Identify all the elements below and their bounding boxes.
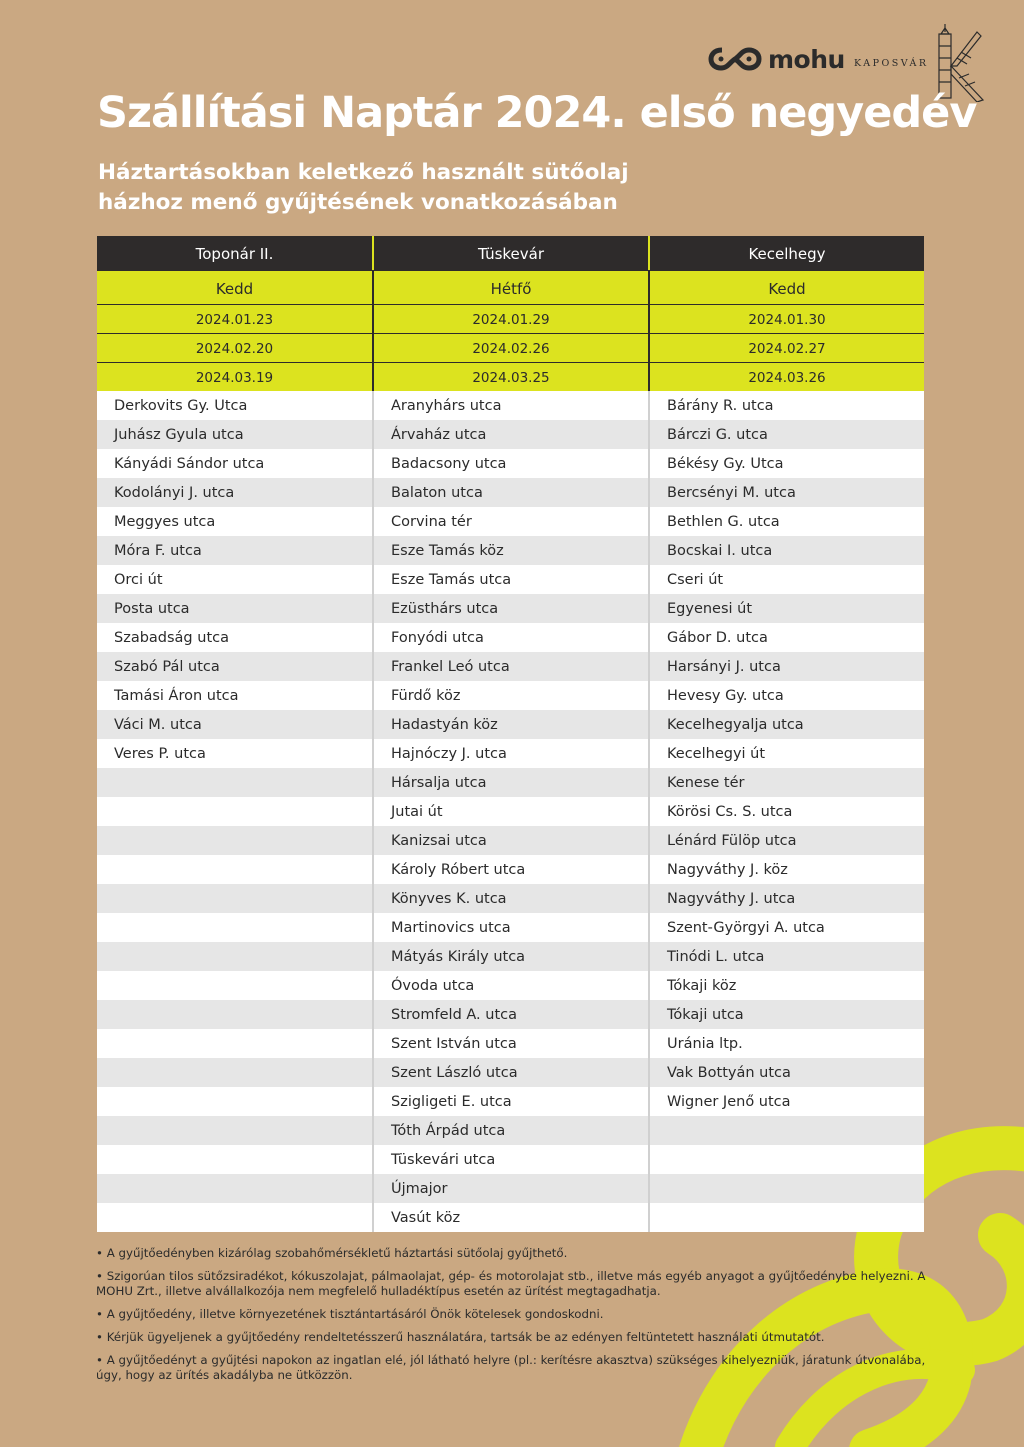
street-cell: Bocskai I. utca — [648, 536, 924, 565]
street-cell: Bethlen G. utca — [648, 507, 924, 536]
collection-day: Kedd — [648, 270, 924, 304]
street-cell: Ezüsthárs utca — [372, 594, 648, 623]
collection-date: 2024.02.26 — [372, 333, 648, 362]
street-cell: Hadastyán köz — [372, 710, 648, 739]
street-cell: Nagyváthy J. utca — [648, 884, 924, 913]
street-cell: Kecelhegyi út — [648, 739, 924, 768]
street-cell: Újmajor — [372, 1174, 648, 1203]
street-cell: Mátyás Király utca — [372, 942, 648, 971]
empty-street-cell — [97, 971, 372, 1000]
street-cell: Orci út — [97, 565, 372, 594]
street-cell: Bárczi G. utca — [648, 420, 924, 449]
empty-street-cell — [97, 1174, 372, 1203]
empty-street-cell — [97, 884, 372, 913]
empty-street-cell — [97, 855, 372, 884]
street-cell: Fonyódi utca — [372, 623, 648, 652]
street-cell: Szent-Györgyi A. utca — [648, 913, 924, 942]
empty-street-cell — [97, 1058, 372, 1087]
collection-day: Kedd — [97, 270, 372, 304]
empty-street-cell — [648, 1203, 924, 1232]
street-cell: Martinovics utca — [372, 913, 648, 942]
empty-street-cell — [97, 1000, 372, 1029]
street-cell: Vak Bottyán utca — [648, 1058, 924, 1087]
street-cell: Bercsényi M. utca — [648, 478, 924, 507]
empty-street-cell — [97, 1087, 372, 1116]
page-title: Szállítási Naptár 2024. első negyedév — [97, 88, 977, 138]
collection-date: 2024.01.30 — [648, 304, 924, 333]
street-cell: Lénárd Fülöp utca — [648, 826, 924, 855]
street-cell: Stromfeld A. utca — [372, 1000, 648, 1029]
empty-street-cell — [97, 797, 372, 826]
street-cell: Bárány R. utca — [648, 391, 924, 420]
collection-date: 2024.03.26 — [648, 362, 924, 391]
street-cell: Balaton utca — [372, 478, 648, 507]
collection-date: 2024.01.29 — [372, 304, 648, 333]
street-cell: Tókaji köz — [648, 971, 924, 1000]
schedule-table — [97, 236, 924, 1232]
note-item: • A gyűjtőedény, illetve környezetének tisztántartásáról Önök kötelesek gondoskodni. — [96, 1307, 604, 1321]
street-cell: Tóth Árpád utca — [372, 1116, 648, 1145]
street-cell: Hevesy Gy. utca — [648, 681, 924, 710]
street-cell: Harsányi J. utca — [648, 652, 924, 681]
collection-date: 2024.03.19 — [97, 362, 372, 391]
area-header: Toponár II. — [97, 236, 372, 270]
street-cell: Szabadság utca — [97, 623, 372, 652]
street-cell: Szabó Pál utca — [97, 652, 372, 681]
street-cell: Óvoda utca — [372, 971, 648, 1000]
street-cell: Kanizsai utca — [372, 826, 648, 855]
collection-date: 2024.02.20 — [97, 333, 372, 362]
street-cell: Szent István utca — [372, 1029, 648, 1058]
street-cell: Fürdő köz — [372, 681, 648, 710]
mohu-logo — [708, 44, 845, 74]
street-cell: Badacsony utca — [372, 449, 648, 478]
collection-date: 2024.03.25 — [372, 362, 648, 391]
street-cell: Kányádi Sándor utca — [97, 449, 372, 478]
empty-street-cell — [97, 1116, 372, 1145]
note-item: • A gyűjtőedényben kizárólag szobahőmérsékletű háztartási sütőolaj gyűjthető. — [96, 1246, 568, 1260]
note-item: • Kérjük ügyeljenek a gyűjtőedény rendeltetésszerű használatára, tartsák be az edényen feltüntetett használati útmutatót. — [96, 1330, 825, 1344]
street-cell: Tókaji utca — [648, 1000, 924, 1029]
street-cell: Móra F. utca — [97, 536, 372, 565]
street-cell: Meggyes utca — [97, 507, 372, 536]
street-cell: Frankel Leó utca — [372, 652, 648, 681]
empty-street-cell — [97, 1203, 372, 1232]
street-cell: Nagyváthy J. köz — [648, 855, 924, 884]
subtitle-line-1: Háztartásokban keletkező használt sütőolaj — [98, 160, 629, 185]
mohu-wordmark: mohu — [768, 44, 845, 74]
kaposvar-wordmark: KAPOSVÁR — [854, 57, 929, 69]
street-cell: Tamási Áron utca — [97, 681, 372, 710]
page-subtitle — [98, 158, 629, 218]
subtitle-line-2: házhoz menő gyűjtésének vonatkozásában — [98, 190, 618, 215]
empty-street-cell — [648, 1145, 924, 1174]
street-cell: Váci M. utca — [97, 710, 372, 739]
street-cell: Veres P. utca — [97, 739, 372, 768]
empty-street-cell — [648, 1116, 924, 1145]
street-cell: Wigner Jenő utca — [648, 1087, 924, 1116]
street-cell: Árvaház utca — [372, 420, 648, 449]
street-cell: Juhász Gyula utca — [97, 420, 372, 449]
collection-date: 2024.01.23 — [97, 304, 372, 333]
street-cell: Hársalja utca — [372, 768, 648, 797]
area-header: Kecelhegy — [648, 236, 924, 270]
street-cell: Posta utca — [97, 594, 372, 623]
street-cell: Egyenesi út — [648, 594, 924, 623]
notes-list — [96, 1246, 936, 1391]
empty-street-cell — [97, 942, 372, 971]
street-cell: Cseri út — [648, 565, 924, 594]
street-cell: Uránia ltp. — [648, 1029, 924, 1058]
street-cell: Aranyhárs utca — [372, 391, 648, 420]
empty-street-cell — [97, 1029, 372, 1058]
empty-street-cell — [97, 913, 372, 942]
street-cell: Szent László utca — [372, 1058, 648, 1087]
street-cell: Kenese tér — [648, 768, 924, 797]
empty-street-cell — [648, 1174, 924, 1203]
mohu-infinity-icon — [708, 44, 762, 74]
note-item: • A gyűjtőedényt a gyűjtési napokon az ingatlan elé, jól látható helyre (pl.: kerítésre akasztva) szükséges kihelyezniük, járatunk útvonalába, úgy, hogy az ürítés akadályba ne ütközzön. — [96, 1353, 926, 1382]
street-cell: Kodolányi J. utca — [97, 478, 372, 507]
collection-date: 2024.02.27 — [648, 333, 924, 362]
empty-street-cell — [97, 768, 372, 797]
street-cell: Tüskevári utca — [372, 1145, 648, 1174]
collection-day: Hétfő — [372, 270, 648, 304]
street-cell: Corvina tér — [372, 507, 648, 536]
street-cell: Hajnóczy J. utca — [372, 739, 648, 768]
street-cell: Jutai út — [372, 797, 648, 826]
street-cell: Derkovits Gy. Utca — [97, 391, 372, 420]
street-cell: Esze Tamás utca — [372, 565, 648, 594]
note-item: • Szigorúan tilos sütőzsiradékot, kókuszolajat, pálmaolajat, gép- és motorolajat stb., illetve más egyéb anyagot a gyűjtőedénybe helyezni. A MOHU Zrt., illetve alvállalkozója nem megfelelő hulladéktípus esetén az ürítést megtagadhatja. — [96, 1269, 926, 1298]
empty-street-cell — [97, 1145, 372, 1174]
empty-street-cell — [97, 826, 372, 855]
street-cell: Tinódi L. utca — [648, 942, 924, 971]
street-cell: Esze Tamás köz — [372, 536, 648, 565]
street-cell: Gábor D. utca — [648, 623, 924, 652]
street-cell: Szigligeti E. utca — [372, 1087, 648, 1116]
area-header: Tüskevár — [372, 236, 648, 270]
street-cell: Vasút köz — [372, 1203, 648, 1232]
street-cell: Békésy Gy. Utca — [648, 449, 924, 478]
street-cell: Kecelhegyalja utca — [648, 710, 924, 739]
street-cell: Könyves K. utca — [372, 884, 648, 913]
street-cell: Károly Róbert utca — [372, 855, 648, 884]
street-cell: Körösi Cs. S. utca — [648, 797, 924, 826]
